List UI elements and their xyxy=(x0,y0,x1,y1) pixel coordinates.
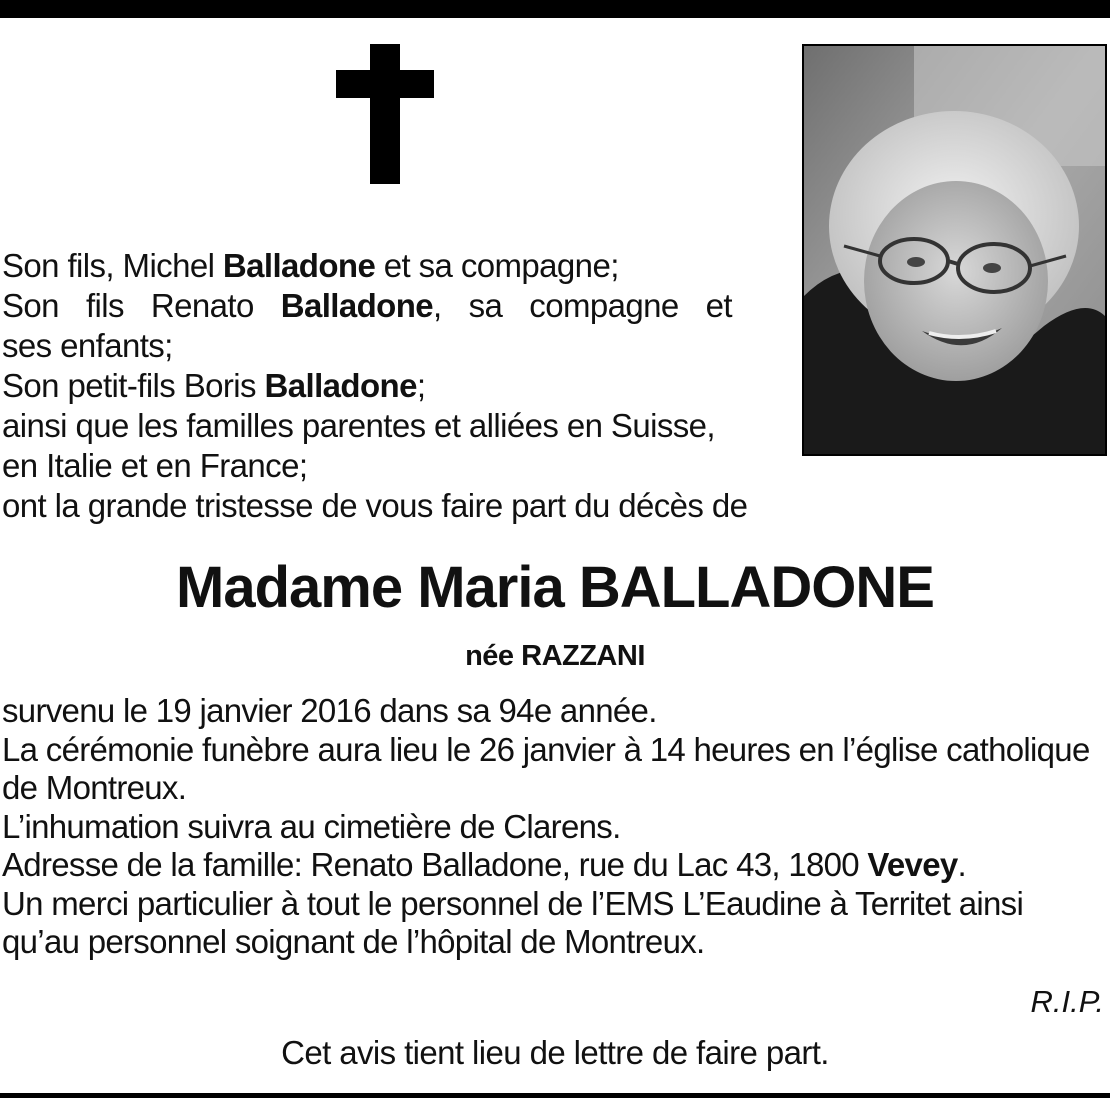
funeral-details xyxy=(2,692,1110,962)
cross-horizontal-bar xyxy=(336,70,434,98)
details-line xyxy=(2,846,1110,885)
text-span: Son fils, Michel xyxy=(2,247,223,284)
portrait-photo xyxy=(802,44,1107,456)
family-line xyxy=(2,286,732,326)
word: et xyxy=(705,287,732,324)
latin-cross-icon xyxy=(336,44,434,184)
details-line: de Montreux. xyxy=(2,769,187,806)
word: sa xyxy=(468,287,503,324)
surname-bold: Balladone xyxy=(264,367,417,404)
family-line: ont la grande tristesse de vous faire part du décès de xyxy=(2,487,748,524)
family-line: ses enfants; xyxy=(2,327,173,364)
portrait-photo-graphic xyxy=(804,46,1105,454)
details-line: L’inhumation suivra au cimetière de Clarens. xyxy=(2,807,621,845)
text-span: Adresse de la famille: Renato Balladone, rue du Lac 43, 1800 xyxy=(2,846,868,883)
family-line: en Italie et en France; xyxy=(2,447,308,484)
surname-bold: Balladone xyxy=(222,247,376,284)
bottom-border-rule xyxy=(0,1093,1110,1098)
city-bold: Vevey xyxy=(867,846,958,883)
details-line: qu’au personnel soignant de l’hôpital de Montreux. xyxy=(2,923,705,960)
details-line: survenu le 19 janvier 2016 dans sa 94e année. xyxy=(2,692,657,729)
family-announcement xyxy=(2,246,762,526)
word: Son xyxy=(2,287,59,324)
text-span: Son petit-fils Boris xyxy=(2,367,265,404)
maiden-name: née RAZZANI xyxy=(465,640,645,672)
word: Balladone, xyxy=(280,287,442,324)
rip-signature: R.I.P. xyxy=(1030,984,1104,1019)
word: Renato xyxy=(150,287,254,324)
surname-bold: Balladone xyxy=(280,287,434,324)
text-span: . xyxy=(957,846,966,883)
word: compagne xyxy=(529,287,679,324)
details-line: Un merci particulier à tout le personnel de l’EMS L’Eaudine à Territet ainsi xyxy=(2,884,1024,922)
top-border-rule xyxy=(0,0,1110,18)
cross-vertical-bar xyxy=(370,44,400,184)
family-line xyxy=(2,246,762,286)
details-line: La cérémonie funèbre aura lieu le 26 janvier à 14 heures en l’église catholique xyxy=(2,730,1090,768)
text-span: ; xyxy=(416,367,426,404)
text-span: et sa compagne; xyxy=(375,247,619,284)
deceased-name-heading: Madame Maria BALLADONE xyxy=(176,555,934,620)
family-line: ainsi que les familles parentes et alliées en Suisse, xyxy=(2,407,715,444)
notice-footer: Cet avis tient lieu de lettre de faire part. xyxy=(281,1034,829,1071)
word: fils xyxy=(85,287,124,324)
family-line xyxy=(2,366,762,406)
